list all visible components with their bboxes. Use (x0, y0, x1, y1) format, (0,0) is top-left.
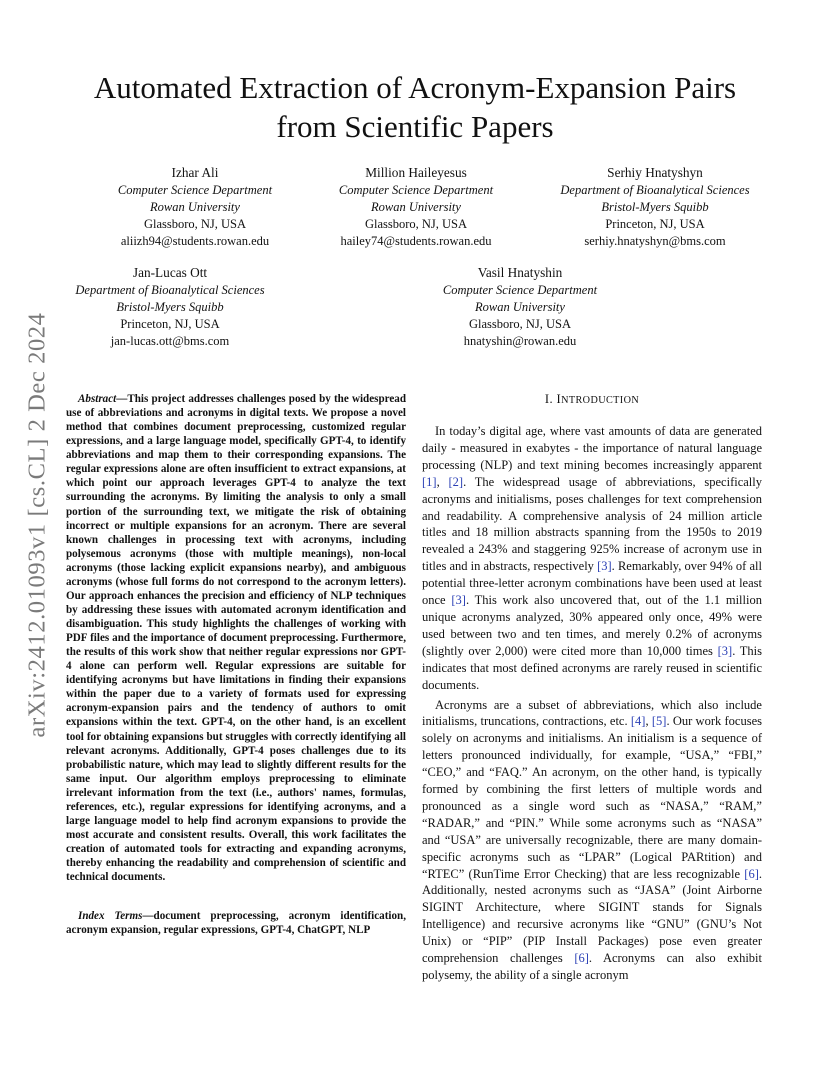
author-org: Bristol-Myers Squibb (116, 300, 224, 314)
text-run: . Remarkably, over 94% of all potential three-letter acronym combinations have been used at least once (422, 559, 762, 608)
author-block-3 (535, 164, 775, 250)
arxiv-stamp (12, 292, 62, 757)
section-title-rest: NTRODUCTION (561, 395, 640, 406)
author-dept: Computer Science Department (117, 183, 273, 197)
text-run: . The widespread usage of abbreviations, specifically acronyms and initialisms, poses challenges for text comprehension and readability. A comprehensive analysis of 24 million article titles and 18 million abstracts spanning from the 1950s to 2019 revealed a 243% and staggering 925% increase of acronym use in titles and in abstracts, respectively (422, 474, 762, 574)
citation-link[interactable]: [3] (451, 593, 466, 608)
author-block-4 (55, 264, 285, 350)
author-block-5 (415, 264, 625, 350)
citation-link[interactable]: [6] (744, 866, 759, 881)
title-line-1: Automated Extraction of Acronym-Expansion Pairs (93, 70, 737, 105)
author-block-2 (316, 164, 516, 250)
abstract-label: Abstract (78, 393, 117, 405)
author-name: Vasil Hnatyshin (477, 265, 563, 280)
text-run: , (645, 714, 652, 729)
title-line-2: from Scientific Papers (276, 109, 554, 144)
arxiv-stamp-text: arXiv:2412.01093v1 [cs.CL] 2 Dec 2024 (23, 311, 51, 738)
citation-link[interactable]: [5] (651, 714, 667, 729)
author-dept: Department of Bioanalytical Sciences (75, 283, 265, 297)
index-terms-label: Index Terms (78, 910, 143, 923)
author-location: Glassboro, NJ, USA (468, 317, 572, 331)
author-email: serhiy.hnatyshyn@bms.com (584, 234, 726, 248)
text-run: Acronyms are a subset of abbreviations, which also include initialisms, truncations, contractions, etc. (422, 697, 762, 729)
author-name: Serhiy Hnatyshyn (607, 165, 703, 180)
intro-paragraph-1 (422, 423, 762, 694)
author-dept: Computer Science Department (442, 283, 598, 297)
abstract (66, 392, 406, 884)
author-name: Million Haileyesus (365, 165, 467, 180)
citation-link[interactable]: [4] (630, 714, 646, 729)
text-run: . This work also uncovered that, out of the 1.1 million unique acronyms analyzed, 30% appeared only once, 49% were used between two and ten times, and merely 0.2% of acronyms (slightly over 2,000) were cited more than 10,000 times (422, 593, 762, 658)
section-title-initial: I (556, 392, 562, 406)
left-column (66, 392, 406, 937)
author-location: Glassboro, NJ, USA (143, 217, 247, 231)
author-dept: Department of Bioanalytical Sciences (560, 183, 750, 197)
citation-link[interactable]: [3] (597, 559, 612, 574)
text-run: . Acronyms can also exhibit polysemy, the ability of a single acronym (422, 951, 763, 982)
text-run: . Our work focuses solely on acronyms and initialisms. An initialism is a sequence of letters pronounced individually, for example, “USA,” “FBI,” “CEO,” and “FAQ.” An acronym, on the other hand, is typically formed by combining the first letters of multiple words and pronounced as a single word such as “NASA,” “RAM,” “RADAR,” and “PIN.” While some acronyms such as “NASA” and “USA” are universally recognizable, there are many domain-specific acronyms such as “LPAR” (Logical PARtition) and “RTEC” (RunTime Error Checking) that are less recognizable (422, 714, 762, 881)
section-heading (422, 392, 762, 407)
text-run: , (436, 474, 449, 489)
text-run: In today’s digital age, where vast amounts of data are generated daily - measured in exabytes - the importance of natural language processing (NLP) and text mining becomes increasingly apparent (422, 424, 762, 472)
author-location: Princeton, NJ, USA (605, 217, 705, 231)
author-name: Izhar Ali (171, 165, 219, 180)
index-terms-text: —document preprocessing, acronym identification, acronym expansion, regular expressions, GPT-4, ChatGPT, NLP (66, 910, 406, 937)
paper-title (60, 68, 770, 146)
text-run: . Additionally, nested acronyms such as “JASA” (Joint Airborne SIGINT Architecture, where SIGINT stands for Signals Intelligence) and recursive acronyms like “GNU” (GNU’s Not Unix) or “PIP” (PIP Install Packages) pose even greater comprehension challenges (422, 866, 762, 966)
right-column (422, 392, 762, 984)
citation-link[interactable]: [2] (448, 474, 464, 489)
author-dept: Computer Science Department (338, 183, 494, 197)
author-org: Rowan University (475, 300, 565, 314)
index-terms (66, 909, 406, 937)
author-email: aliizh94@students.rowan.edu (120, 234, 270, 248)
citation-link[interactable]: [1] (422, 474, 437, 489)
text-run: . This indicates that most defined acronyms are rarely reused in scientific documents. (422, 643, 762, 692)
author-email: hnatyshin@rowan.edu (463, 334, 577, 348)
abstract-text: —This project addresses challenges posed by the widespread use of abbreviations and acronyms in digital texts. We propose a novel method that combines document preprocessing, customized regular expressions, and a large language model, specifically GPT-4, to identify abbreviations and map them to their corresponding expansions. The regular expressions alone are often insufficient to extract expansions, at which point our approach leverages GPT-4 to analyze the text surrounding the acronyms. By limiting the analysis to only a small portion of the surrounding text, we mitigate the risk of obtaining incorrect or multiple expansions for an acronym. There are several known challenges in processing text with acronyms, including polysemous acronyms (those with multiple meanings), non-local acronyms (those lacking explicit expansions nearby), and ambiguous acronyms (whose full forms do not correspond to the acronym letters). Our approach enhances the precision and efficiency of NLP techniques by addressing these issues with automated acronym identification and disambiguation. This study highlights the challenges of working with PDF files and the importance of document preprocessing. Furthermore, the results of this work show that neither regular expressions nor GPT-4 alone can perform well. Regular expressions are suitable for identifying acronyms but have limitations in finding their expansions within the paper due to a variety of formats used for expressing acronym-expansion pairs and the tendency of authors to omit expansions within the text. GPT-4, on the other hand, is an excellent tool for obtaining expansions but struggles with correctly identifying all relevant acronyms. Additionally, GPT-4 poses challenges due to its probabilistic nature, which may lead to slightly different results for the same input. Our algorithm employs preprocessing to eliminate irrelevant information from the text (i.e., authors' names, formulas, references, etc.), regular expressions for identifying acronyms, and a large language model to help find acronym expansions to provide the most accurate and consistent results. Overall, this work facilitates the creation of automated tools for extracting and expanding acronyms, thereby enhancing the readability and comprehension of scientific and technical documents. (66, 393, 406, 884)
citation-link[interactable]: [3] (717, 643, 733, 658)
author-org: Rowan University (150, 200, 240, 214)
author-block-1 (100, 164, 290, 250)
author-email: jan-lucas.ott@bms.com (110, 334, 230, 348)
author-org: Rowan University (371, 200, 461, 214)
author-email: hailey74@students.rowan.edu (340, 234, 492, 248)
author-location: Princeton, NJ, USA (120, 317, 220, 331)
section-numeral: I. (544, 392, 557, 406)
citation-link[interactable]: [6] (574, 951, 589, 966)
author-location: Glassboro, NJ, USA (364, 217, 468, 231)
author-name: Jan-Lucas Ott (132, 265, 208, 280)
author-org: Bristol-Myers Squibb (601, 200, 709, 214)
intro-paragraph-2 (422, 697, 762, 984)
